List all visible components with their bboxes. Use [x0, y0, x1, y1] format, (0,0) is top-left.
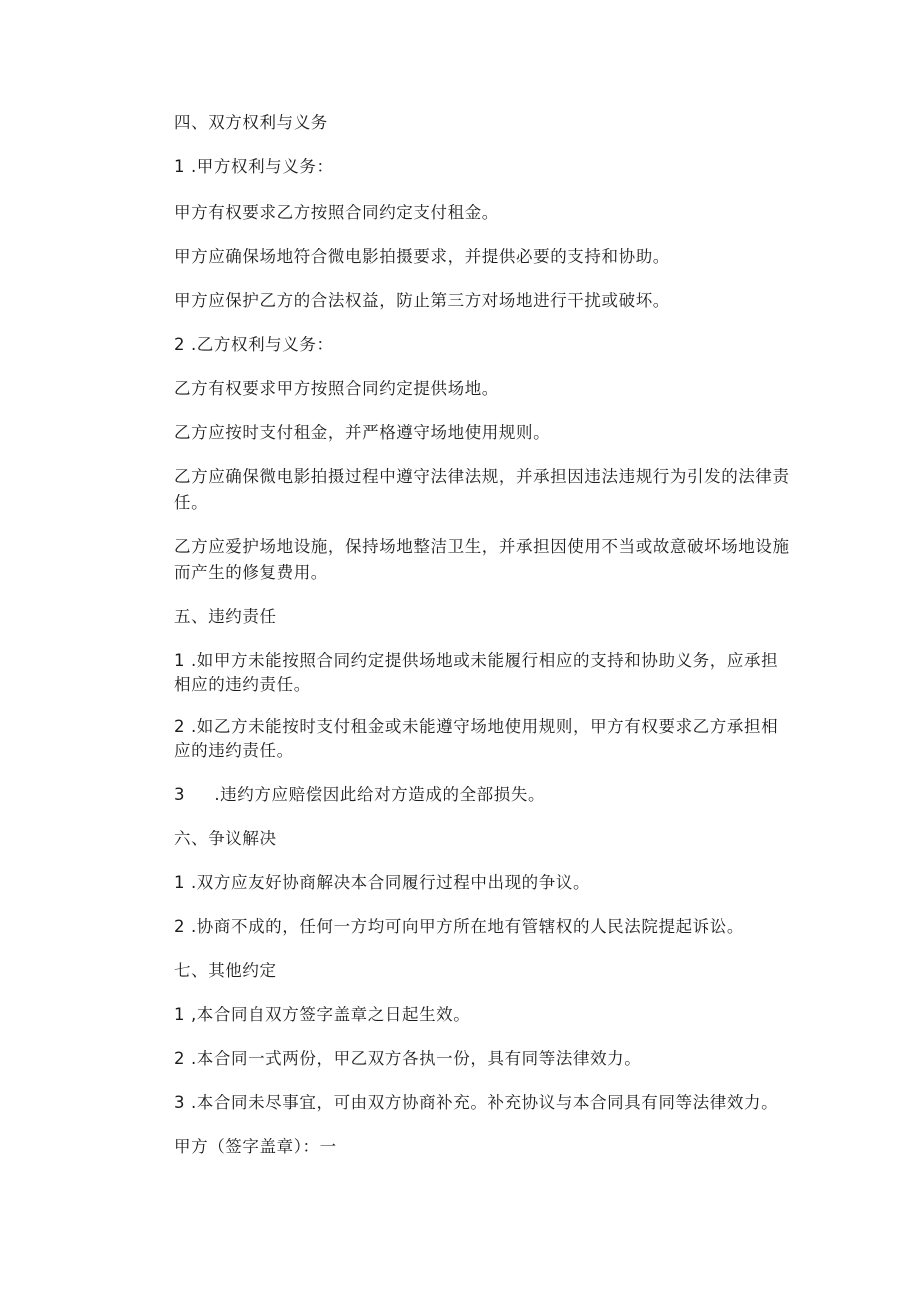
section-5-heading: 五、违约责任	[174, 607, 277, 626]
clause-4-2-d-line2: 而产生的修复费用。	[174, 563, 328, 582]
clause-7-3: 3 .本合同未尽事宜，可由双方协商补充。补充协议与本合同具有同等法律效力。	[174, 1093, 779, 1112]
clause-4-2-d-line1: 乙方应爱护场地设施，保持场地整洁卫生，并承担因使用不当或故意破坏场地设施	[174, 537, 790, 556]
clause-4-1-c: 甲方应保护乙方的合法权益，防止第三方对场地进行干扰或破坏。	[174, 291, 670, 310]
section-4-heading: 四、双方权利与义务	[174, 113, 328, 132]
clause-5-2-line2: 应的违约责任。	[174, 741, 294, 760]
clause-4-1-b: 甲方应确保场地符合微电影拍摄要求，并提供必要的支持和协助。	[174, 247, 670, 266]
signature-party-a: 甲方（签字盖章）：一	[174, 1137, 337, 1156]
clause-6-1: 1 .双方应友好协商解决本合同履行过程中出现的争议。	[174, 873, 591, 892]
clause-5-1-line1: 1 .如甲方未能按照合同约定提供场地或未能履行相应的支持和协助义务，应承担	[174, 651, 779, 670]
clause-7-1: 1 ,本合同自双方签字盖章之日起生效。	[174, 1005, 471, 1024]
clause-4-2-a: 乙方有权要求甲方按照合同约定提供场地。	[174, 379, 499, 398]
clause-4-1-title: 1 .甲方权利与义务：	[174, 157, 334, 176]
clause-4-2-b: 乙方应按时支付租金，并严格遵守场地使用规则。	[174, 423, 551, 442]
clause-4-1-a: 甲方有权要求乙方按照合同约定支付租金。	[174, 203, 499, 222]
clause-4-2-c-line2: 任。	[174, 493, 209, 512]
clause-5-3: 3 .违约方应赔偿因此给对方造成的全部损失。	[174, 785, 546, 804]
clause-7-2: 2 .本合同一式两份，甲乙双方各执一份，具有同等法律效力。	[174, 1049, 642, 1068]
section-6-heading: 六、争议解决	[174, 829, 277, 848]
clause-4-2-title: 2 .乙方权利与义务：	[174, 335, 334, 354]
section-7-heading: 七、其他约定	[174, 961, 277, 980]
clause-6-2: 2 .协商不成的，任何一方均可向甲方所在地有管辖权的人民法院提起诉讼。	[174, 917, 744, 936]
clause-5-1-line2: 相应的违约责任。	[174, 675, 311, 694]
clause-5-2-line1: 2 .如乙方未能按时支付租金或未能遵守场地使用规则，甲方有权要求乙方承担相	[174, 717, 779, 736]
clause-4-2-c-line1: 乙方应确保微电影拍摄过程中遵守法律法规，并承担因违法违规行为引发的法律责	[174, 467, 790, 486]
